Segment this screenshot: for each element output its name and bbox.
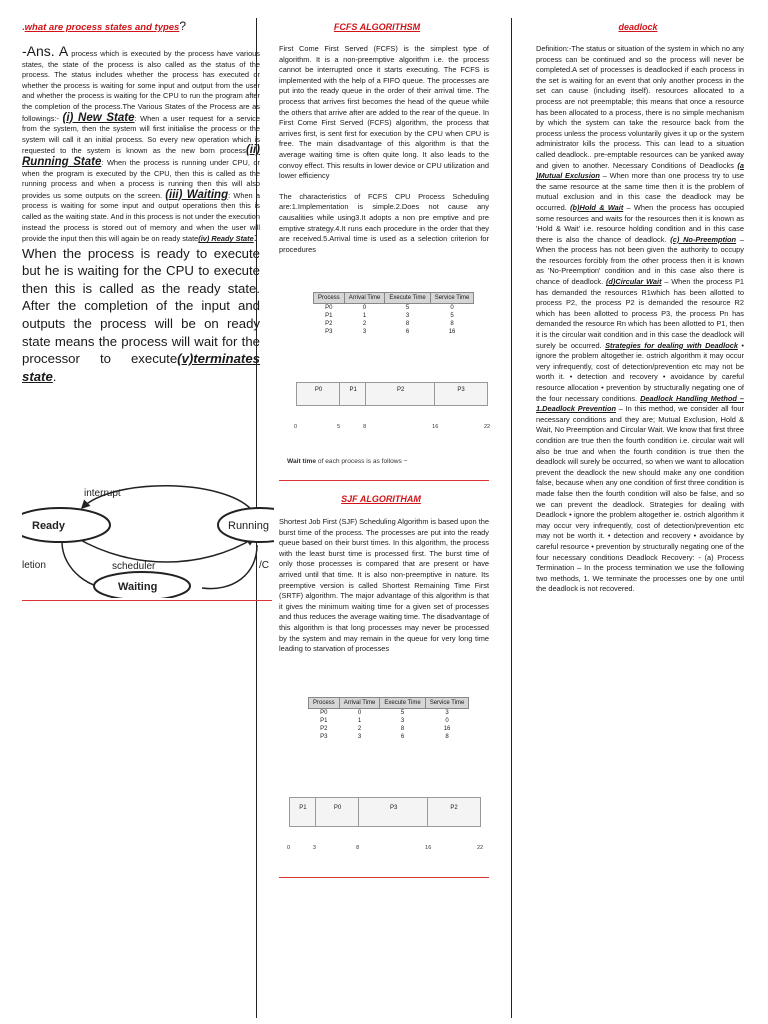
sjf-cell: 16 (443, 726, 451, 732)
answer-paragraph: -Ans. A process which is executed by the process have various states, the state of the process is also called as the status of the process. The status includes whether the process has executed or whether the process is waiting for some input and output from the user and whether the process is waiting for the CPU to run the program after the completion of the process.The Various States of the Process are as followings:- (i) New State: When a user request for a service from the system, then the system will first initialise the process or the system will call it an initial process. So every new operation which is requested to the system is known as the new born process(ii) Running State: When the process is running under CPU, or when the program is executed by the CPU, then this is called as the running process and when a process is running then this will also provides us some outputs on the screen. (iii) Waiting: When a process is waiting for some input and output operations then this is called as the waiting state. And in this process is not under the execution instead the process is stored out of memory and when the user will provide the input then this will again be on ready state(iv) Ready State: (22, 43, 260, 245)
fcfs-description: First Come First Served (FCFS) is the simplest type of algorithm. It is a non-preemptive algorithm i.e. the process cannot be interrupted once it starts executing. The FCFS is implemented with the help of a FIFO queue. The processes are put into the ready queue in the order of their arrival time. The process that arrives first becomes the head of the queue while the others that arrive after are added to the rear of the queue. In First Come First Served (FCFS) algorithm, the process that arrives first, is sent first for execution by the CPU when CPU is free. The main disadvantage of this algorithm is that the average waiting time is often quite long. It also leads to the convoy effect. This results in lower device or CPU utilization and lower efficiency (279, 44, 489, 181)
fcfs-cell: P3 (325, 329, 333, 335)
hold-wait-label: (b)Hold & Wait (570, 202, 624, 212)
io-wait-arrow (202, 545, 257, 589)
waiting-label: Waiting (118, 581, 158, 593)
fcfs-header-1: Arrival Time (344, 293, 385, 304)
fcfs-gantt-tick: 0 (294, 424, 298, 430)
fcfs-gantt-tick: 16 (432, 424, 439, 430)
heading-text: what are process states and types (24, 22, 180, 33)
column-deadlock (536, 22, 744, 595)
fcfs-cell: 3 (362, 329, 367, 335)
ready-state-paragraph: When the process is ready to execute but he is waiting for the CPU to execute then this is called as the ready state. After the completion of the input and outputs the process will be on ready state means the process will wait for the processor to execute(v)terminates state. (22, 245, 260, 384)
fcfs-gantt-bar: P3 (434, 382, 488, 406)
fcfs-cell: P2 (325, 321, 333, 327)
fcfs-cell: 16 (448, 329, 456, 335)
sjf-description: Shortest Job First (SJF) Scheduling Algorithm is based upon the burst time of the process. The processes are put into the ready queue based on their burst times. In this algorithm, the process with the least burst time is processed first. The burst time of only those processes is compared that are present or have arrived until that time. It is also non-preemptive in nature. Its preemptive version is called Shortest Remaining Time First (SRTF) algorithm. The major advantage of this algorithm is that it gives the minimum waiting time for a given set of processes and thus reduces the average waiting time. The disadvantage of this algorithm is that long processes may never be processed by the system and may remain in the queue for very long time leading to starvation of processes (279, 517, 489, 654)
section-heading: .what are process states and types? (22, 19, 187, 33)
process-state-diagram (22, 480, 274, 598)
fcfs-gantt-bar: P1 (339, 382, 367, 406)
fcfs-title: FCFS ALGORITHSM (333, 22, 421, 32)
fcfs-gantt-tick: 8 (363, 424, 367, 430)
terminate-state-label: (v)terminates state (22, 351, 260, 384)
table-row (309, 709, 469, 718)
column-divider-right (511, 18, 512, 1018)
running-state-label: (ii) Running State (22, 144, 260, 168)
fcfs-gantt-tick: 22 (484, 424, 491, 430)
divider-col1 (22, 600, 272, 601)
waiting-state-label: (iii) Waiting (165, 188, 229, 201)
fcfs-gantt-chart (294, 382, 491, 432)
deadlock-title: deadlock (618, 22, 658, 32)
new-state-label: (i) New State (62, 111, 135, 124)
sjf-cell: 3 (400, 718, 405, 724)
scheduler-label: scheduler (112, 561, 156, 572)
table-row (314, 312, 474, 320)
sjf-gantt-tick: 8 (356, 845, 360, 851)
sjf-header-0: Process (309, 698, 340, 709)
table-row (314, 304, 474, 313)
sjf-gantt-tick: 3 (312, 845, 316, 851)
sjf-gantt-tick: 16 (425, 845, 432, 851)
circular-wait-label: (d)Circular Wait (605, 277, 662, 287)
sjf-header-2: Execute Time (380, 698, 425, 709)
fcfs-wait-caption: Wait time of each process is as follows − (287, 458, 408, 465)
sjf-gantt-chart (287, 797, 484, 859)
sjf-process-table (308, 697, 469, 741)
sjf-cell: P0 (320, 710, 328, 716)
fcfs-cell: P1 (325, 313, 333, 319)
sjf-cell: 0 (445, 718, 449, 724)
ready-label: Ready (32, 520, 66, 532)
sjf-cell: P2 (320, 726, 328, 732)
fcfs-process-table (313, 292, 474, 336)
sjf-gantt-bar: P1 (289, 797, 317, 827)
deadlock-handling-label: Deadlock Handling Method – 1.Deadlock Prevention (536, 393, 744, 414)
sjf-cell: 3 (357, 734, 362, 740)
letion-label: letion (22, 560, 46, 571)
table-row (309, 733, 469, 741)
fcfs-cell: 1 (362, 313, 367, 319)
sjf-cell: 1 (357, 718, 362, 724)
fcfs-gantt-bar: P0 (296, 382, 341, 406)
sjf-gantt-bar: P2 (427, 797, 481, 827)
fcfs-cell: 2 (362, 321, 367, 327)
scheduler-arrow (77, 538, 254, 562)
fcfs-characteristics: The characteristics of FCFS CPU Process Scheduling are:1.Implementation is simple.2.Does not cause any causalities while using3.It adopts a non pre emptive and pre emptive strategy.4.It runs each procedure in the order that they are received.5.Arrival time is used as a selection criterion for procedures (279, 191, 489, 254)
sjf-cell: P1 (320, 718, 328, 724)
table-row (314, 320, 474, 328)
fcfs-cell: 3 (405, 313, 410, 319)
deadlock-body: Definition:-The status or situation of the system in which no any process can be continued and so the process will never be completed.A set of processes is deadlocked if each process in the set is waiting for an event that only another process in the set can cause (including itself). resources allocated to a process are not preemptable; this means that once a resource has been allocated to a process, there is no simple mechanism by which the system can take the resource back from the process unless the process voluntarily gives it up or the system administrator kills the process. This can lead to a situation called deadlock.. pre-emptable resources can be yanked away and given to another. Necessary Conditions of Deadlocks (a )Mutual Exclusion – When more than one process try to use the same resource at the same time then it is the problem of mutual exclusion and in this case the deadlock may be occurred. (b)Hold & Wait – When the process has occupied some resources and waits for the resources then it is known as 'Hold & Wait' i.e. resource holding condition and in this case there is also the chance of deadlock. (c) No-Preemption – When the process has not been given the authority to occupy the resources forcibly from the other process then it is known as 'No-Preemption' condition and in this case also there is chance of deadlock. (d)Circular Wait – When the process P1 has demanded the resources R1which has been allotted to process P2, the process P2 is demanded the resource R2 which has been allotted to process P3, the process Pn has demanded the resource Rn which has been allotted to P1, then it is the circular wait condition and in this case the deadlock will surely be occurred. Strategies for dealing with Deadlock • ignore the problem altogether ie. ostrich algorithm it may occur very infrequently, cost of detection/prevention etc may not be worth it. • detection and recovery • avoidance by careful resource allocation • prevention by structurally negating one of the four necessary conditions. Deadlock Handling Method – 1.Deadlock Prevention – In this method, we consider all four necessary conditions and they are; Mutual Exclusion, Hold & Wait, No Preemption and Circular Wait. We know that first three condition are true then the fourth condition i.e. circular wait will also be true and when the fourth condition is true then the deadlock will surely be occurred, so when we want to allocation prevent the deadlock the new should make any one condition false, because when any one condition of first three condition is made false then the fourth condition will also be false, and so we can prevent the deadlock. Strategies for dealing with Deadlock • ignore the problem altogether ie. ostrich algorithm it may occur very infrequently, cost of detection/prevention etc may not be worth it. • detection and recovery • avoidance by careful resource • prevention by structurally negating one of the four necessary conditions Deadlock Recovery: - (a) Process Termination – In the process termination we use the following two methods, 1. We terminate the processes one by one until the deadlock is not recovered. (536, 44, 744, 594)
fcfs-cell: 0 (450, 305, 454, 311)
fcfs-gantt-tick: 5 (337, 424, 341, 430)
table-row (309, 717, 469, 725)
fcfs-header-2: Execute Time (385, 293, 430, 304)
sjf-cell: 8 (445, 734, 449, 740)
fcfs-header-3: Service Time (430, 293, 474, 304)
divider-sjf (279, 877, 489, 878)
fcfs-cell: 8 (405, 321, 410, 327)
sjf-cell: P3 (320, 734, 328, 740)
fcfs-cell: 5 (450, 313, 454, 319)
sjf-cell: 2 (357, 726, 362, 732)
io-label: /C (259, 560, 269, 571)
running-label: Running (228, 520, 269, 532)
sjf-section (279, 494, 489, 655)
divider-fcfs (279, 480, 489, 481)
sjf-cell: 5 (400, 710, 405, 716)
fcfs-header-0: Process (314, 293, 345, 304)
fcfs-cell: 0 (362, 305, 367, 311)
column-scheduling (279, 22, 489, 255)
sjf-title: SJF ALGORITHAM (341, 494, 421, 504)
no-preemption-label: (c) No-Preemption (670, 234, 737, 244)
sjf-header-1: Arrival Time (339, 698, 380, 709)
column-process-states (22, 20, 262, 385)
mutual-exclusion-label: (a )Mutual Exclusion (536, 160, 744, 181)
sjf-gantt-tick: 22 (477, 845, 484, 851)
fcfs-cell: 8 (450, 321, 454, 327)
fcfs-cell: 5 (405, 305, 410, 311)
sjf-cell: 3 (445, 710, 449, 716)
sjf-gantt-bar: P0 (315, 797, 360, 827)
table-row (314, 328, 474, 336)
sjf-cell: 6 (400, 734, 405, 740)
ready-state-label: (iv) Ready State (198, 234, 254, 244)
table-row (309, 725, 469, 733)
sjf-gantt-tick: 0 (287, 845, 291, 851)
sjf-gantt-bar: P3 (358, 797, 429, 827)
strategies-label: Strategies for dealing with Deadlock (605, 340, 738, 350)
sjf-cell: 0 (357, 710, 362, 716)
interrupt-label: interrupt (84, 488, 121, 499)
sjf-cell: 8 (400, 726, 405, 732)
sjf-header-3: Service Time (425, 698, 469, 709)
fcfs-cell: P0 (325, 305, 333, 311)
fcfs-gantt-bar: P2 (365, 382, 436, 406)
fcfs-cell: 6 (405, 329, 410, 335)
